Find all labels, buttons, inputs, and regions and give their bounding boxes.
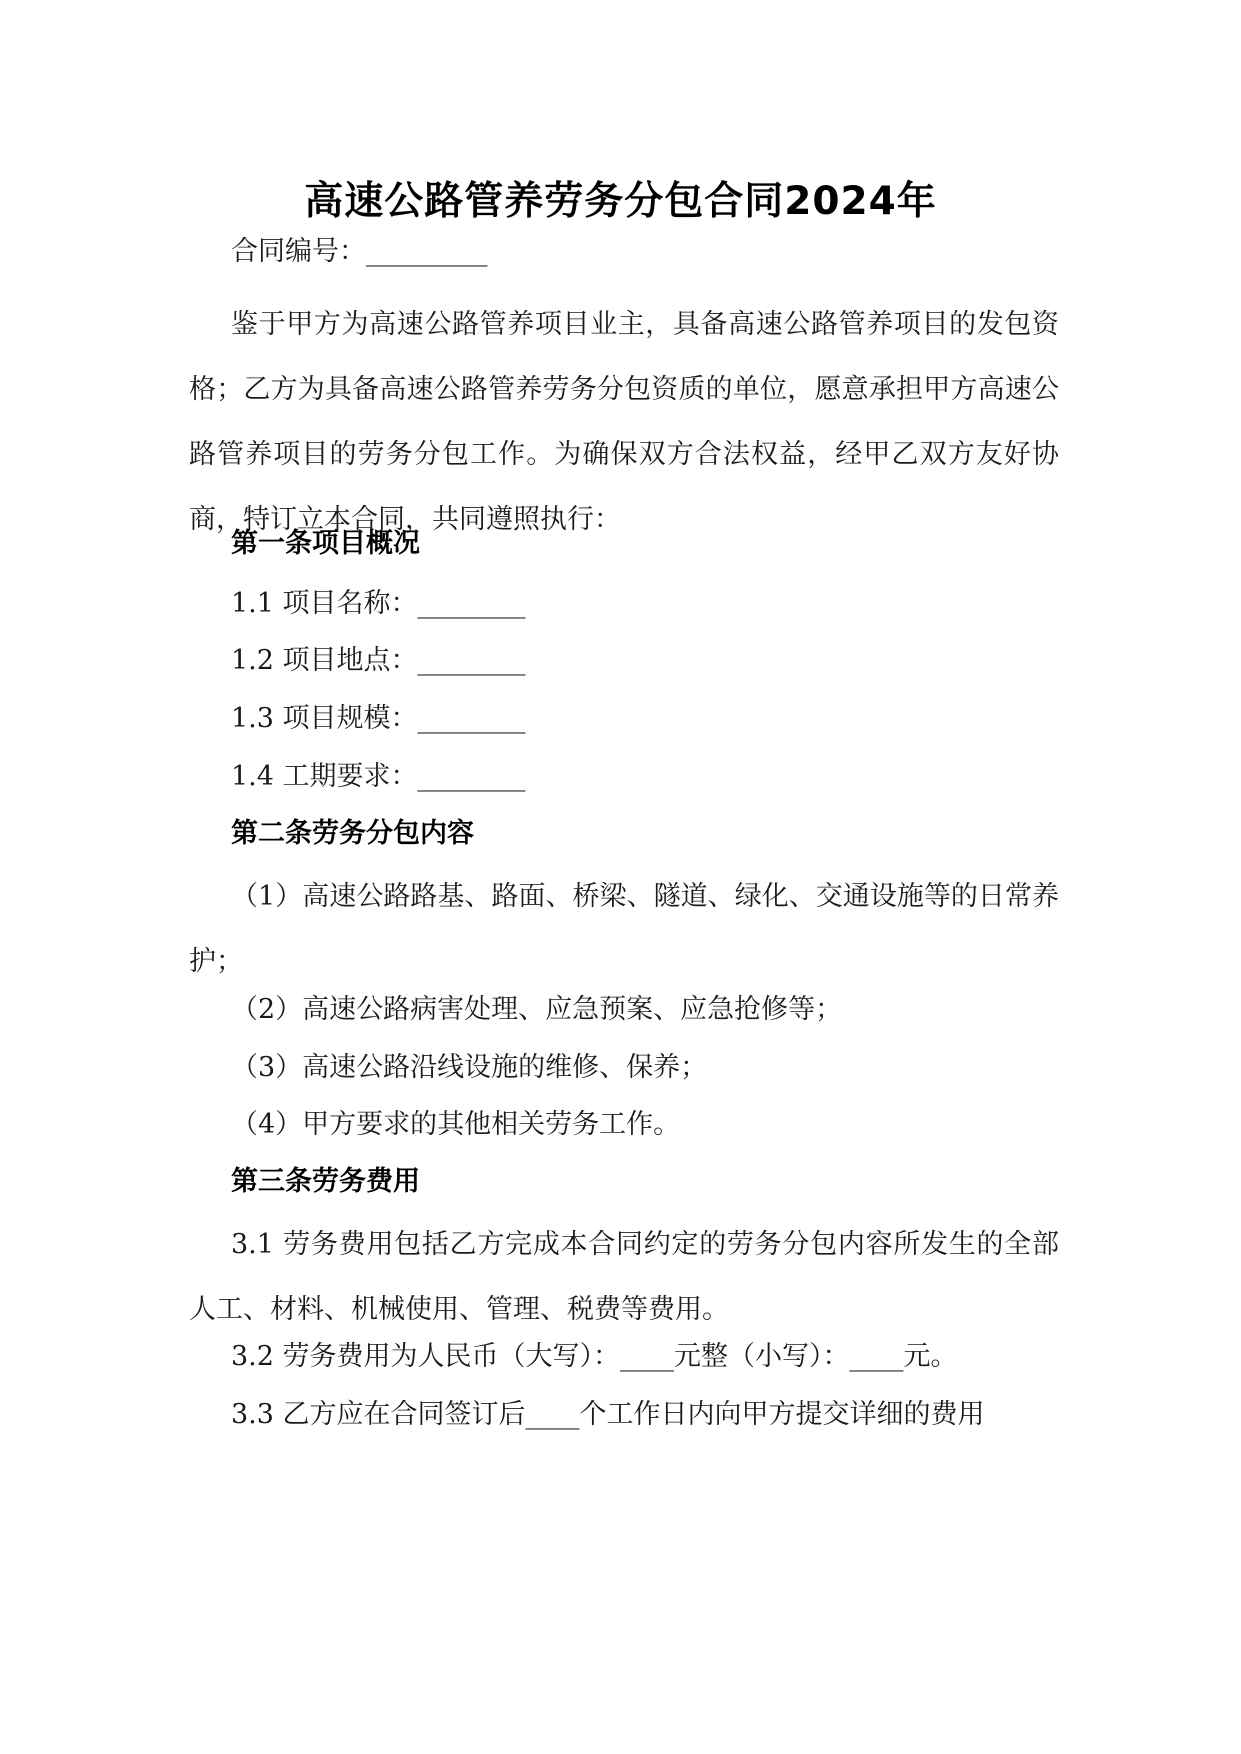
article-1-heading: 第一条项目概况: [231, 528, 420, 559]
contract-number-line: 合同编号：_________: [231, 236, 488, 267]
article-1-item-4: 1.4 工期要求：________: [231, 761, 526, 792]
article-3-item-1: 3.1 劳务费用包括乙方完成本合同约定的劳务分包内容所发生的全部人工、材料、机械使用、管理、税费等费用。: [189, 1229, 1059, 1325]
article-3-heading: 第三条劳务费用: [231, 1166, 420, 1197]
article-3-item-3: 3.3 乙方应在合同签订后____个工作日内向甲方提交详细的费用: [231, 1399, 985, 1430]
article-2-item-2: （2）高速公路病害处理、应急预案、应急抢修等；: [231, 994, 843, 1025]
article-3-item-2: 3.2 劳务费用为人民币（大写）：____元整（小写）：____元。: [231, 1341, 958, 1372]
article-2-item-1: （1）高速公路路基、路面、桥梁、隧道、绿化、交通设施等的日常养护；: [189, 881, 1059, 977]
article-2-heading: 第二条劳务分包内容: [231, 818, 474, 849]
document-title: 高速公路管养劳务分包合同2024年: [304, 179, 937, 224]
article-1-item-2: 1.2 项目地点：________: [231, 645, 526, 676]
article-2-item-3: （3）高速公路沿线设施的维修、保养；: [231, 1052, 708, 1083]
article-2-item-4: （4）甲方要求的其他相关劳务工作。: [231, 1109, 681, 1140]
preamble-paragraph: 鉴于甲方为高速公路管养项目业主，具备高速公路管养项目的发包资格；乙方为具备高速公路管养劳务分包资质的单位，愿意承担甲方高速公路管养项目的劳务分包工作。为确保双方合法权益，经甲乙双方友好协商，特订立本合同，共同遵照执行：: [189, 309, 1059, 535]
article-1-item-1: 1.1 项目名称：________: [231, 588, 526, 619]
article-1-item-3: 1.3 项目规模：________: [231, 703, 526, 734]
